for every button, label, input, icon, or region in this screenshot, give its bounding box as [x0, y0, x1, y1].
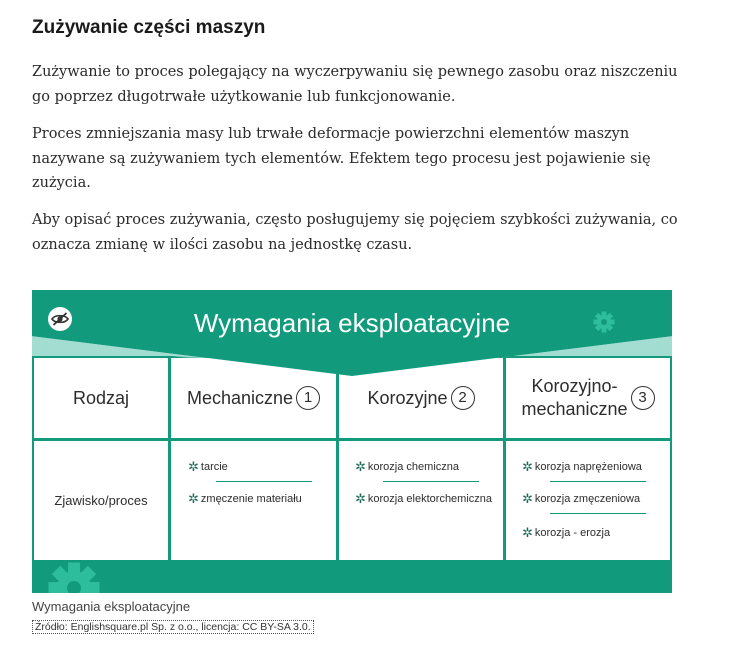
paragraph-rate: Aby opisać proces zużywania, często posługujemy się pojęciem szybkości zużywania, co oznacza zmianę w ilości zasobu na jednostkę czasu. [32, 212, 678, 253]
column-title: Korozyjno- mechaniczne [521, 376, 628, 419]
list-item: ✲ korozja chemiczna [355, 459, 459, 474]
gear-bullet-icon: ✲ [522, 459, 533, 474]
figure-source-link[interactable]: Źródło: Englishsquare.pl Sp. z o.o., licencja: CC BY-SA 3.0. [32, 620, 314, 634]
column-title: Korozyjne [367, 387, 448, 408]
gear-bullet-icon: ✲ [355, 459, 366, 474]
accessibility-toggle-button[interactable] [48, 307, 72, 331]
item-underline [216, 481, 312, 482]
item-underline [550, 513, 646, 514]
column-number-badge: 1 [296, 386, 320, 410]
figure-caption: Wymagania eksploatacyjne [32, 599, 191, 614]
paragraph-process: Proces zmniejszania masy lub trwałe deformacje powierzchni elementów maszyn nazywane są zużywaniem tych elementów. Efektem tego procesu jest pojawienie się zużycia. [32, 126, 651, 191]
list-item: ✲ tarcie [188, 459, 228, 474]
item-underline [383, 481, 479, 482]
gear-bullet-icon: ✲ [522, 491, 533, 506]
list-item: ✲ korozja - erozja [522, 525, 611, 540]
list-item: ✲ korozja elektorchemiczna [355, 491, 493, 506]
gear-bullet-icon: ✲ [522, 525, 533, 540]
column-header-corrosive-mechanical [506, 358, 670, 438]
gear-bullet-icon: ✲ [188, 459, 199, 474]
column-header-corrosive [339, 358, 503, 438]
figure-title: Wymagania eksploatacyjne [193, 308, 511, 338]
row-label-type: Rodzaj [72, 387, 130, 408]
column-number-badge: 3 [631, 386, 655, 410]
article-title: Zużywanie części maszyn [32, 17, 266, 38]
list-item: ✲ zmęczenie materiału [188, 491, 302, 506]
gear-bullet-icon: ✲ [355, 491, 366, 506]
item-underline [550, 481, 646, 482]
list-item: ✲ korozja naprężeniowa [522, 459, 642, 474]
gear-bullet-icon: ✲ [188, 491, 199, 506]
row-label-phenomenon: Zjawisko/proces [54, 493, 148, 508]
column-title: Mechaniczne [186, 387, 294, 408]
paragraph-definition: Zużywanie to proces polegający na wyczerpywaniu się pewnego zasobu oraz niszczeniu go poprzez długotrwałe użytkowanie lub funkcjonowanie. [32, 64, 678, 105]
list-item: ✲ korozja zmęczeniowa [522, 491, 641, 506]
eye-slash-icon [48, 307, 72, 331]
figure-wymagania [32, 290, 672, 593]
column-number-badge: 2 [451, 386, 475, 410]
column-header-mechanical [171, 358, 336, 438]
